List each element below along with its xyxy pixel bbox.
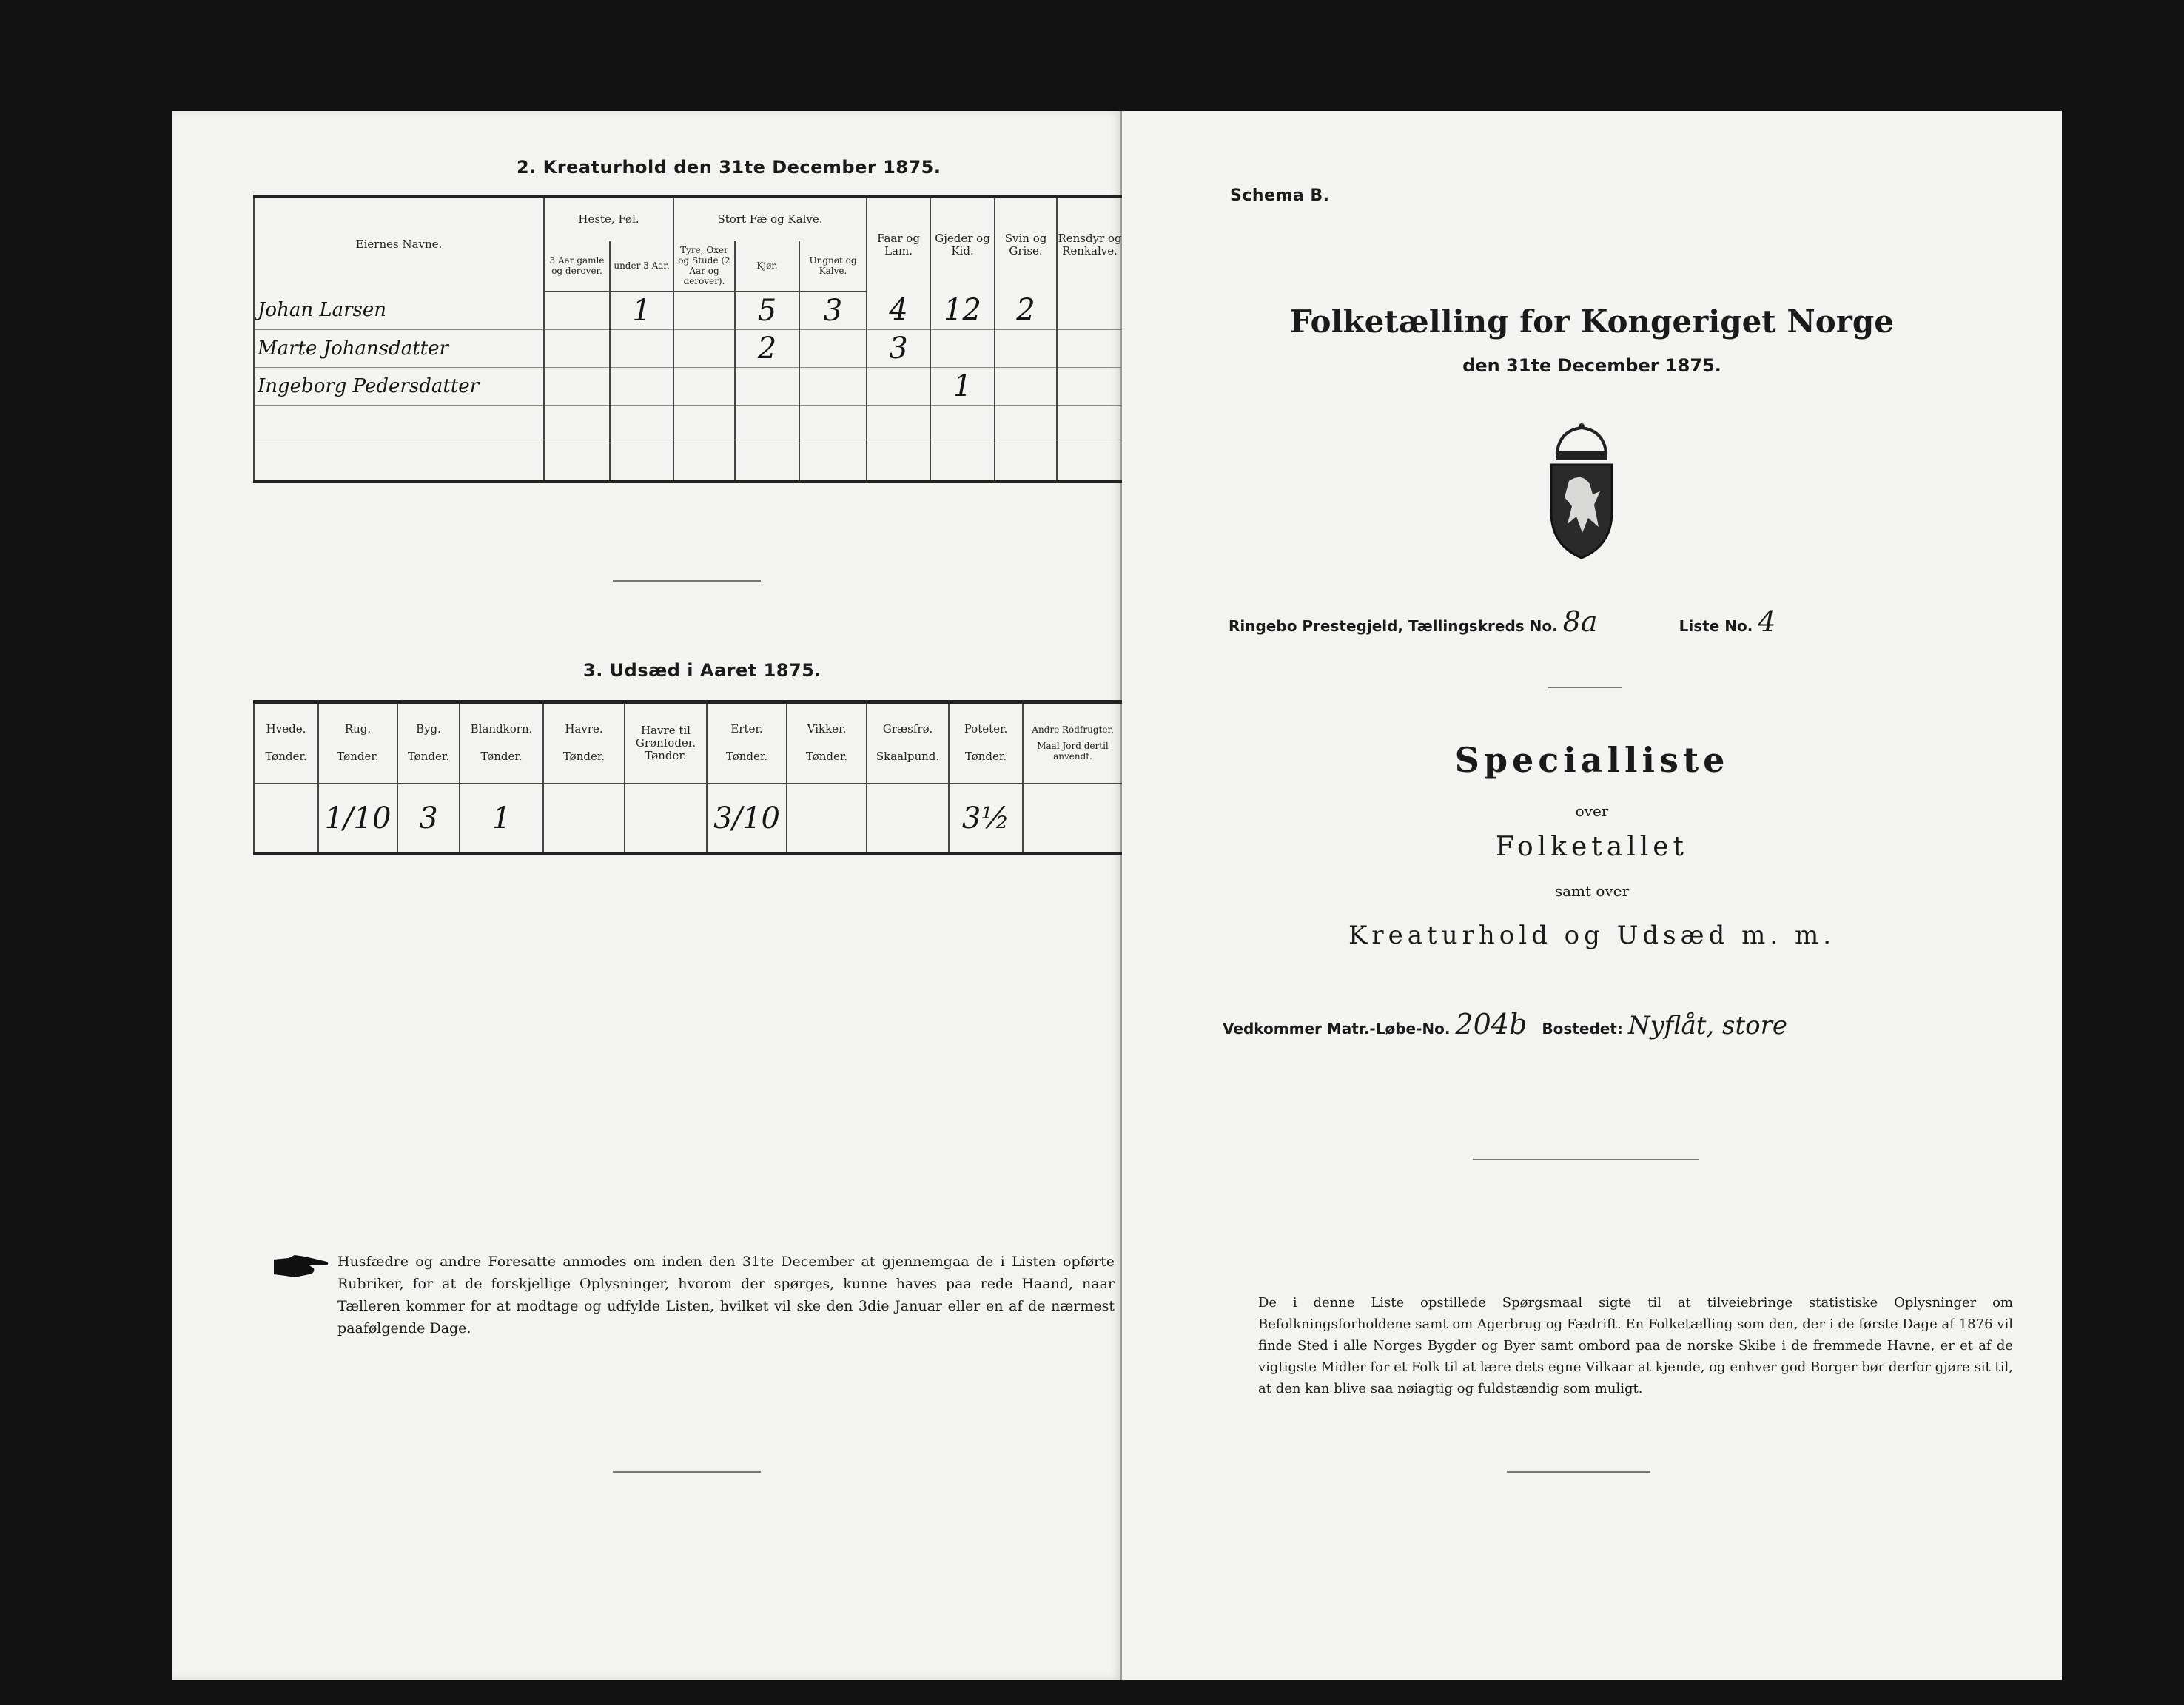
header-heste-under: under 3 Aar. bbox=[610, 241, 673, 292]
header-andre bbox=[1023, 702, 1123, 784]
cell-andre bbox=[1023, 784, 1123, 854]
header-svin: Svin og Grise. bbox=[995, 197, 1057, 292]
cell-heste-a bbox=[544, 292, 610, 330]
header-eiernes-navne: Eiernes Navne. bbox=[254, 197, 544, 292]
over-text: over bbox=[1575, 802, 1609, 820]
cell-faar bbox=[867, 367, 930, 405]
byg-label: Byg. bbox=[416, 722, 441, 736]
specialliste-title: Specialliste bbox=[1454, 740, 1730, 780]
poteter-label: Poteter. bbox=[964, 722, 1008, 736]
sowing-table bbox=[253, 700, 1123, 855]
pointing-hand-icon bbox=[272, 1252, 332, 1282]
cell-kjor bbox=[735, 367, 799, 405]
header-kjor: Kjør. bbox=[735, 241, 799, 292]
header-tyre: Tyre, Oxer og Stude (2 Aar og derover). bbox=[673, 241, 735, 292]
divider bbox=[1548, 687, 1622, 688]
cell-ungnot bbox=[799, 367, 867, 405]
cell-svin bbox=[995, 329, 1057, 367]
prestegjeld-label: Prestegjeld, bbox=[1302, 617, 1404, 635]
cell-blandkorn: 1 bbox=[460, 784, 543, 854]
owner-name: Johan Larsen bbox=[254, 292, 544, 330]
cell-hvede bbox=[254, 784, 318, 854]
cell-faar bbox=[867, 443, 930, 482]
header-gjeder: Gjeder og Kid. bbox=[930, 197, 995, 292]
header-havre-gron bbox=[625, 702, 707, 784]
header-ungnot: Ungnøt og Kalve. bbox=[799, 241, 867, 292]
cell-heste-a bbox=[544, 443, 610, 482]
date-line: den 31te December 1875. bbox=[1462, 355, 1721, 376]
matr-line bbox=[1223, 1008, 1787, 1040]
cell-heste-b bbox=[610, 443, 673, 482]
tonder-unit: Tønder. bbox=[480, 750, 523, 764]
header-rensdyr: Rensdyr og Renkalve. bbox=[1057, 197, 1123, 292]
cell-tyre bbox=[673, 329, 735, 367]
tonder-unit: Tønder. bbox=[645, 748, 687, 762]
bostedet-label: Bostedet: bbox=[1542, 1020, 1623, 1038]
cell-rensdyr bbox=[1057, 443, 1123, 482]
location-line bbox=[1229, 605, 1775, 638]
main-title: Folketælling for Kongeriget Norge bbox=[1290, 303, 1894, 340]
livestock-table bbox=[253, 195, 1123, 483]
cell-faar: 4 bbox=[867, 292, 930, 330]
header-havre bbox=[543, 702, 625, 784]
owner-name: Marte Johansdatter bbox=[254, 329, 544, 367]
header-heste-3aar: 3 Aar gamle og derover. bbox=[544, 241, 610, 292]
norwegian-coat-of-arms-icon bbox=[1541, 423, 1622, 564]
instruction-note: Husfædre og andre Foresatte anmodes om inden den 31te December at gjennemgaa de i Listen opførte Rubriker, for at de forskjellige Oplysninger, hvorom der spørges, kunne haves paa rede Haand, naar Tælleren kommer for at modtage og udfylde Listen, hvilket vil ske den 3die Januar eller en af de nærmest paafølgende Dage. bbox=[337, 1254, 1115, 1336]
owner-name bbox=[254, 443, 544, 482]
table-row bbox=[254, 292, 1123, 330]
schema-label: Schema B. bbox=[1230, 186, 1330, 205]
header-graesfro bbox=[867, 702, 949, 784]
header-faar: Faar og Lam. bbox=[867, 197, 930, 292]
cell-rensdyr bbox=[1057, 292, 1123, 330]
cell-rensdyr bbox=[1057, 367, 1123, 405]
cell-heste-a bbox=[544, 329, 610, 367]
tonder-unit: Tønder. bbox=[725, 750, 768, 764]
cell-ungnot bbox=[799, 443, 867, 482]
cell-gjeder bbox=[930, 405, 995, 443]
table-row bbox=[254, 443, 1123, 482]
header-heste: Heste, Føl. bbox=[544, 197, 673, 241]
cell-erter: 3/10 bbox=[707, 784, 787, 854]
cell-tyre bbox=[673, 292, 735, 330]
prestegjeld-value: Ringebo bbox=[1229, 617, 1297, 635]
cell-vikker bbox=[787, 784, 867, 854]
table-row bbox=[254, 329, 1123, 367]
tonder-unit: Tønder. bbox=[562, 750, 605, 764]
table-row bbox=[254, 367, 1123, 405]
hvede-label: Hvede. bbox=[266, 722, 306, 736]
kreaturhold-text: Kreaturhold og Udsæd m. m. bbox=[1348, 921, 1835, 950]
cell-heste-b bbox=[610, 405, 673, 443]
cell-tyre bbox=[673, 405, 735, 443]
cell-ungnot: 3 bbox=[799, 292, 867, 330]
cell-tyre bbox=[673, 443, 735, 482]
tonder-unit: Tønder. bbox=[964, 750, 1007, 764]
cell-rensdyr bbox=[1057, 405, 1123, 443]
cell-tyre bbox=[673, 367, 735, 405]
cell-gjeder: 1 bbox=[930, 367, 995, 405]
table-row bbox=[254, 784, 1123, 854]
andre-label: Andre Rodfrugter. bbox=[1032, 724, 1114, 736]
cell-svin bbox=[995, 405, 1057, 443]
cell-gjeder bbox=[930, 443, 995, 482]
cell-svin bbox=[995, 443, 1057, 482]
cell-svin: 2 bbox=[995, 292, 1057, 330]
maal-jord-unit: Maal Jord dertil anvendt. bbox=[1037, 741, 1109, 762]
divider bbox=[1507, 1471, 1650, 1473]
liste-label: Liste No. bbox=[1679, 617, 1753, 635]
cell-heste-a bbox=[544, 405, 610, 443]
cell-heste-b bbox=[610, 367, 673, 405]
graesfro-label: Græsfrø. bbox=[882, 722, 933, 736]
cell-havre bbox=[543, 784, 625, 854]
cell-heste-a bbox=[544, 367, 610, 405]
table-row bbox=[254, 405, 1123, 443]
header-byg bbox=[397, 702, 460, 784]
tonder-unit: Tønder. bbox=[265, 750, 307, 764]
header-blandkorn bbox=[460, 702, 543, 784]
rug-label: Rug. bbox=[344, 722, 372, 736]
header-rug bbox=[318, 702, 397, 784]
cell-gjeder bbox=[930, 329, 995, 367]
erter-label: Erter. bbox=[730, 722, 763, 736]
tonder-unit: Tønder. bbox=[407, 750, 450, 764]
cell-svin bbox=[995, 367, 1057, 405]
cell-kjor bbox=[735, 405, 799, 443]
blandkorn-label: Blandkorn. bbox=[470, 722, 533, 736]
tonder-unit: Tønder. bbox=[805, 750, 848, 764]
havre-gron-label: Havre til Grønfoder. bbox=[635, 723, 696, 750]
vikker-label: Vikker. bbox=[807, 722, 847, 736]
samt-over-text: samt over bbox=[1554, 882, 1630, 900]
section2-title: 2. Kreaturhold den 31te December 1875. bbox=[517, 157, 941, 178]
matr-value: 204b bbox=[1455, 1008, 1528, 1040]
cell-ungnot bbox=[799, 329, 867, 367]
skaalpund-unit: Skaalpund. bbox=[876, 750, 940, 764]
cell-kjor: 5 bbox=[735, 292, 799, 330]
header-hvede bbox=[254, 702, 318, 784]
kreds-label: Tællingskreds No. bbox=[1408, 617, 1558, 635]
cell-heste-b bbox=[610, 329, 673, 367]
cell-rensdyr bbox=[1057, 329, 1123, 367]
header-stort-fae: Stort Fæ og Kalve. bbox=[673, 197, 867, 241]
header-poteter bbox=[949, 702, 1023, 784]
owner-name bbox=[254, 405, 544, 443]
liste-value: 4 bbox=[1758, 605, 1776, 638]
divider bbox=[613, 1471, 761, 1473]
owner-name: Ingeborg Pedersdatter bbox=[254, 367, 544, 405]
header-erter bbox=[707, 702, 787, 784]
cell-kjor: 2 bbox=[735, 329, 799, 367]
cell-faar: 3 bbox=[867, 329, 930, 367]
cell-heste-b: 1 bbox=[610, 292, 673, 330]
footer-text: De i denne Liste opstillede Spørgsmaal sigte til at tilveiebringe statistiske Oplysninger om Befolkningsforholdene samt om Agerbrug og Fædrift. En Folketælling som den, der i de første Dage af 1876 vil finde Sted i alle Norges Bygder og Byer samt ombord paa de norske Skibe i de fremmede Havne, er et af de vigtigste Midler for et Folk til at lære dets egne Vilkaar at kjende, og enhver god Borger bør derfor gjøre sit til, at den kan blive saa nøiagtig og fuldstændig som muligt. bbox=[1258, 1295, 2013, 1396]
divider bbox=[1473, 1159, 1699, 1160]
kreds-value: 8a bbox=[1562, 605, 1598, 638]
folketallet-text: Folketallet bbox=[1495, 832, 1689, 862]
section3-title: 3. Udsæd i Aaret 1875. bbox=[583, 660, 822, 681]
divider bbox=[613, 580, 761, 582]
cell-kjor bbox=[735, 443, 799, 482]
havre-label: Havre. bbox=[565, 722, 603, 736]
cell-faar bbox=[867, 405, 930, 443]
cell-poteter: 3½ bbox=[949, 784, 1023, 854]
tonder-unit: Tønder. bbox=[337, 750, 379, 764]
cell-byg: 3 bbox=[397, 784, 460, 854]
bostedet-value: Nyflåt, store bbox=[1627, 1011, 1787, 1040]
cell-havre-gron bbox=[625, 784, 707, 854]
cell-graesfro bbox=[867, 784, 949, 854]
cell-gjeder: 12 bbox=[930, 292, 995, 330]
header-vikker bbox=[787, 702, 867, 784]
cell-rug: 1/10 bbox=[318, 784, 397, 854]
matr-label: Vedkommer Matr.-Løbe-No. bbox=[1223, 1020, 1451, 1038]
cell-ungnot bbox=[799, 405, 867, 443]
